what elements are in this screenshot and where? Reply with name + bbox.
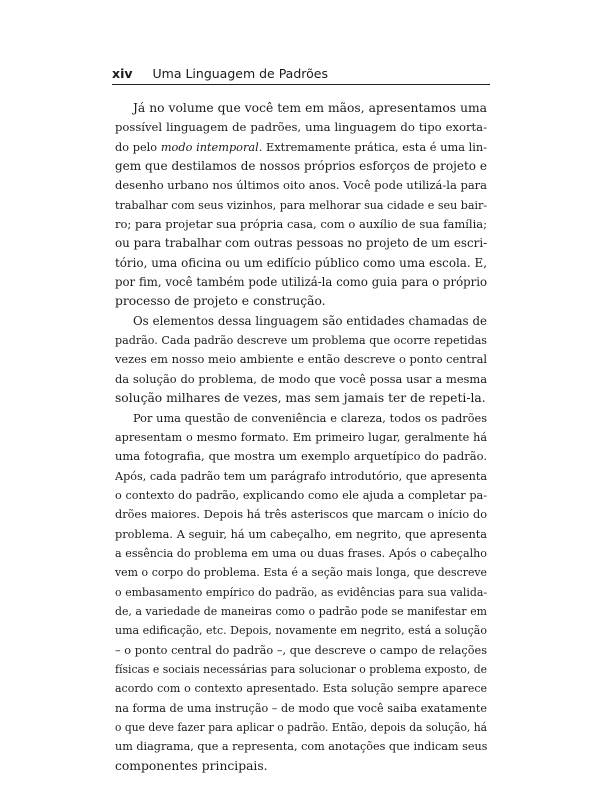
text-line: a essência do problema em uma ou duas frases. Após o cabeçalho bbox=[115, 546, 487, 560]
text-line: problema. A seguir, há um cabeçalho, em negrito, que apresenta bbox=[115, 527, 487, 541]
text-line: tório, uma oficina ou um edifício público como uma escola. E, bbox=[115, 255, 487, 270]
text-line: solução milhares de vezes, mas sem jamais ter de repeti-la. bbox=[115, 391, 486, 406]
text-fragment: . Extremamente prática, esta é uma lin- bbox=[258, 140, 487, 154]
header-rule bbox=[112, 84, 490, 85]
text-line: de, a variedade de maneiras como o padrão pode se manifestar em bbox=[115, 604, 487, 618]
paragraph-3 bbox=[115, 409, 487, 777]
text-line: o contexto do padrão, explicando como ele ajuda a completar pa- bbox=[115, 488, 487, 502]
text-line: trabalhar com seus vizinhos, para melhorar sua cidade e seu bair- bbox=[115, 198, 488, 212]
text-line: um diagrama, que a representa, com anotações que indicam seus bbox=[115, 740, 488, 754]
text-line: acordo com o contexto apresentado. Esta solução sempre aparece bbox=[115, 682, 487, 696]
text-line: desenho urbano nos últimos oito anos. Você pode utilizá-la para bbox=[115, 178, 488, 193]
paragraph-1 bbox=[115, 99, 487, 312]
text-line: por fim, você também pode utilizá-la como guia para o próprio bbox=[115, 275, 487, 290]
text-line: processo de projeto e construção. bbox=[115, 294, 326, 309]
italic-term: modo intemporal bbox=[160, 140, 259, 154]
running-title: Uma Linguagem de Padrões bbox=[152, 66, 328, 81]
text-fragment: do pelo bbox=[115, 140, 161, 154]
text-line: Após, cada padrão tem um parágrafo introdutório, que apresenta bbox=[115, 469, 487, 483]
body-text bbox=[115, 99, 487, 776]
text-line: padrão. Cada padrão descreve um problema que ocorre repetidas bbox=[115, 334, 487, 348]
page-number: xiv bbox=[112, 66, 133, 81]
text-line-with-italic bbox=[115, 138, 487, 157]
text-line: componentes principais. bbox=[115, 758, 268, 773]
text-line: da solução do problema, de modo que você possa usar a mesma bbox=[115, 371, 487, 386]
text-line: vem o corpo do problema. Esta é a seção mais longa, que descreve bbox=[115, 566, 487, 580]
text-line: vezes em nosso meio ambiente e então descreve o ponto central bbox=[115, 352, 487, 367]
text-line: ro; para projetar sua própria casa, com o auxílio de sua família; bbox=[115, 217, 487, 232]
text-line: físicas e sociais necessárias para solucionar o problema exposto, de bbox=[115, 662, 488, 676]
text-line: uma edificação, etc. Depois, novamente em negrito, está a solução bbox=[115, 624, 487, 638]
text-line: apresentam o mesmo formato. Em primeiro lugar, geralmente há bbox=[115, 430, 487, 444]
text-line: – o ponto central do padrão –, que descreve o campo de relações bbox=[115, 643, 487, 657]
text-line: o que deve fazer para aplicar o padrão. Então, depois da solução, há bbox=[115, 721, 487, 734]
text-line: Os elementos dessa linguagem são entidades chamadas de bbox=[133, 313, 487, 328]
text-line: Por uma questão de conveniência e clareza, todos os padrões bbox=[133, 411, 487, 425]
text-line: na forma de uma instrução – de modo que você saiba exatamente bbox=[115, 701, 487, 715]
text-line: gem que destilamos de nossos próprios esforços de projeto e bbox=[115, 159, 487, 174]
text-line: drões maiores. Depois há três asteriscos que marcam o início do bbox=[115, 508, 487, 522]
text-line: possível linguagem de padrões, uma linguagem do tipo exorta- bbox=[115, 120, 487, 135]
text-line: o embasamento empírico do padrão, as evidências para sua valida- bbox=[115, 585, 487, 599]
text-line: uma fotografia, que mostra um exemplo arquetípico do padrão. bbox=[115, 449, 487, 464]
running-header bbox=[112, 66, 492, 81]
text-line: Já no volume que você tem em mãos, apresentamos uma bbox=[133, 101, 487, 115]
paragraph-2 bbox=[115, 312, 487, 409]
text-line: ou para trabalhar com outras pessoas no projeto de um escri- bbox=[115, 236, 488, 251]
